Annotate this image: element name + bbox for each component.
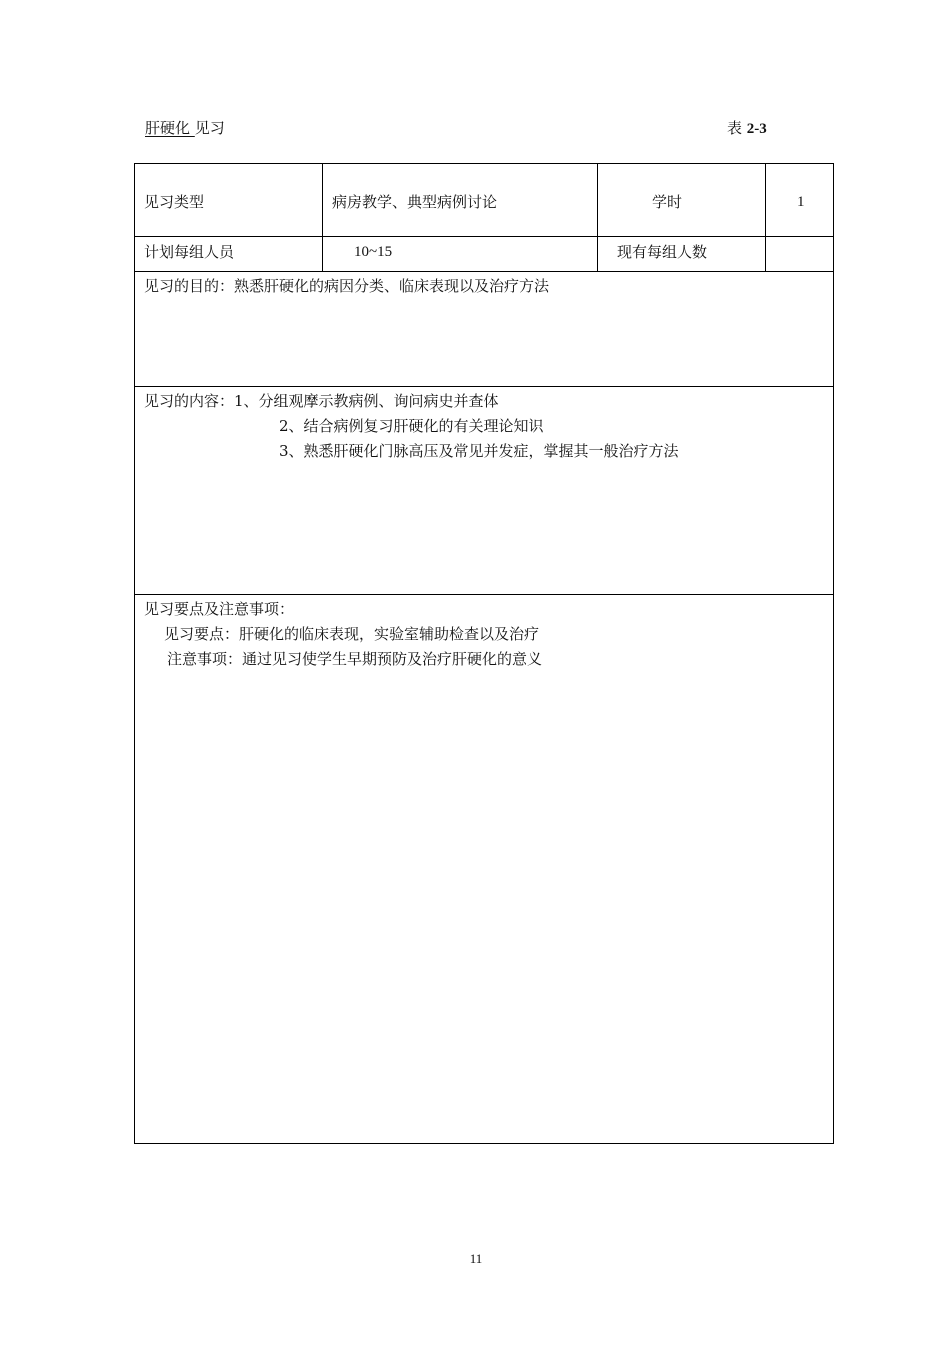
column-divider: [322, 164, 323, 271]
row-divider: [135, 594, 833, 595]
points-heading: 见习要点及注意事项：: [144, 600, 295, 618]
points-notes-line: 注意事项：通过见习使学生早期预防及治疗肝硬化的意义: [167, 650, 543, 668]
points-key-line: 见习要点：肝硬化的临床表现，实验室辅助检查以及治疗: [164, 625, 540, 643]
purpose-text: 见习的目的：熟悉肝硬化的病因分类、临床表现以及治疗方法: [144, 277, 550, 295]
title-subject: 肝硬化: [145, 119, 195, 137]
row-divider: [135, 386, 833, 387]
hours-value: 1: [797, 194, 805, 210]
content-line-2: 2、结合病例复习肝硬化的有关理论知识: [279, 417, 544, 435]
practicum-type-value: 病房教学、典型病例讨论: [332, 193, 498, 211]
content-line-3: 3、熟悉肝硬化门脉高压及常见并发症，掌握其一般治疗方法: [279, 442, 679, 460]
row-divider: [135, 271, 833, 272]
column-divider: [597, 164, 598, 271]
table-number-value: 2-3: [746, 121, 767, 137]
current-group-size-label: 现有每组人数: [617, 243, 708, 261]
hours-label: 学时: [652, 193, 683, 211]
page-number: 11: [469, 1251, 483, 1266]
planned-group-size-value: 10~15: [354, 244, 393, 260]
practicum-form-table: [134, 163, 834, 1144]
content-line-1: 见习的内容：1、分组观摩示教病例、询问病史并查体: [144, 392, 499, 410]
table-number: [727, 119, 767, 138]
table-number-prefix: 表: [727, 119, 747, 137]
page-title: [145, 119, 225, 137]
title-suffix: 见习: [194, 119, 225, 137]
row-divider: [135, 236, 833, 237]
practicum-type-label: 见习类型: [144, 193, 205, 211]
planned-group-size-label: 计划每组人员: [144, 243, 235, 261]
column-divider: [765, 164, 766, 271]
